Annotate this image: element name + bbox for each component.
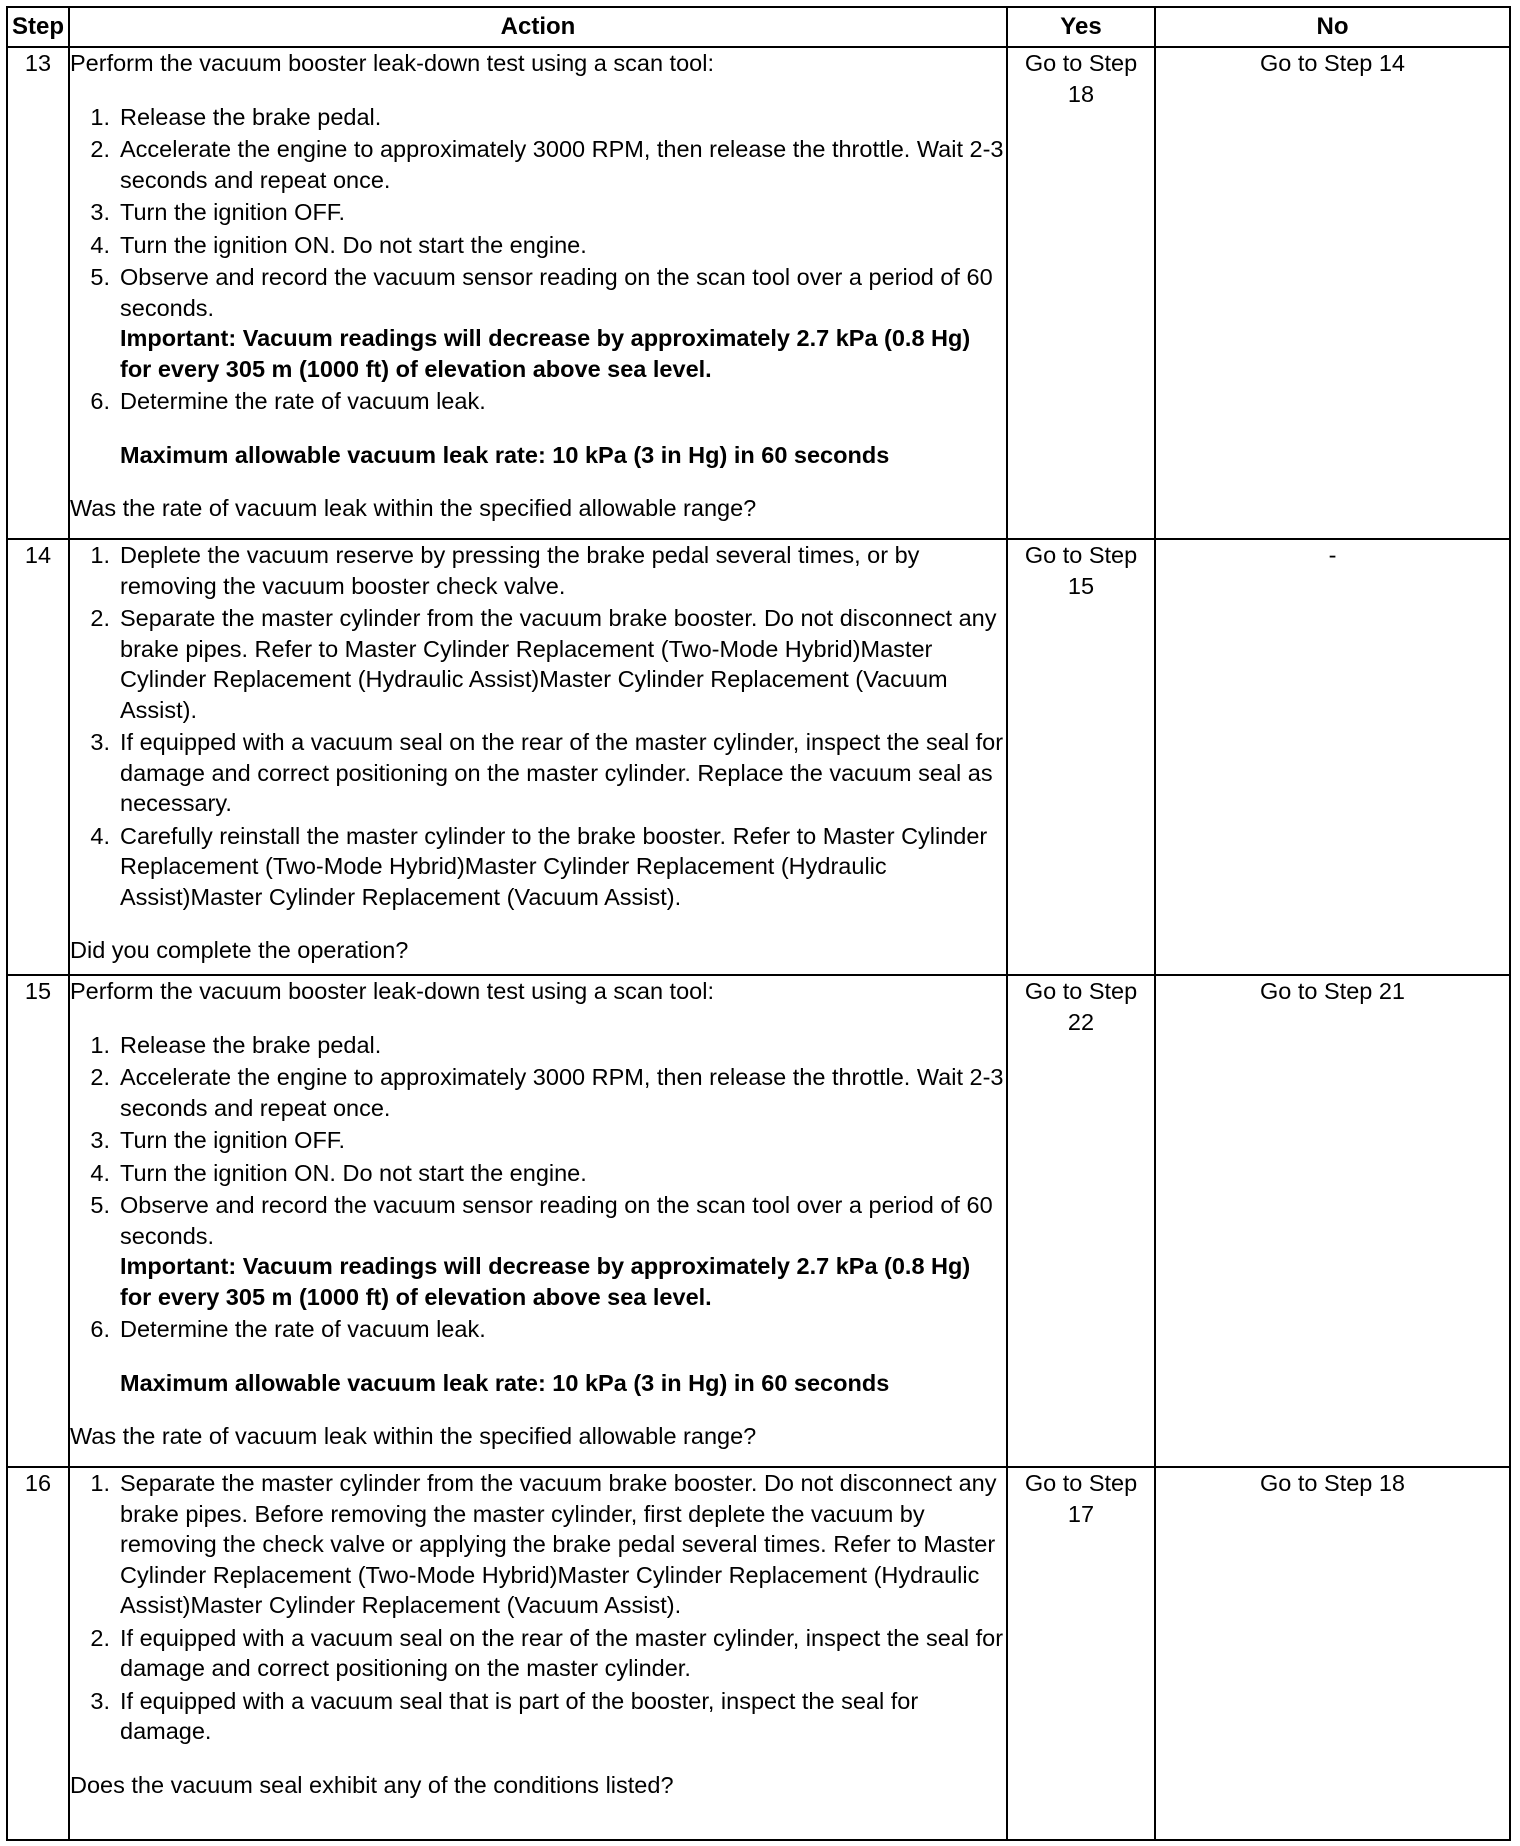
header-step: Step bbox=[7, 7, 69, 47]
procedure-item-number: 1. bbox=[90, 1031, 110, 1058]
yes-goto-step: 17 bbox=[1067, 1500, 1095, 1527]
action-cell bbox=[69, 539, 1007, 975]
procedure-item bbox=[70, 603, 1006, 725]
procedure-item-text: Observe and record the vacuum sensor reading on the scan tool over a period of 60 seconds. bbox=[120, 264, 993, 321]
procedure-item-number: 1. bbox=[90, 103, 110, 130]
procedure-item-text: Turn the ignition ON. Do not start the engine. bbox=[120, 1159, 587, 1186]
table-row bbox=[7, 975, 1510, 1467]
yes-goto-label: Go to Step bbox=[1024, 542, 1138, 568]
no-cell: Go to Step 21 bbox=[1155, 975, 1510, 1467]
procedure-item-text: Turn the ignition ON. Do not start the engine. bbox=[120, 231, 587, 258]
yes-goto-step: 15 bbox=[1067, 572, 1095, 599]
procedure-item-number: 2. bbox=[90, 1064, 110, 1090]
procedure-item bbox=[70, 262, 1006, 384]
no-cell: Go to Step 18 bbox=[1155, 1467, 1510, 1840]
diagnostic-table bbox=[6, 6, 1511, 1841]
table-row bbox=[7, 1467, 1510, 1840]
procedure-item-text: Carefully reinstall the master cylinder to the brake booster. Refer to Master Cylinder Replacement (Two-Mode Hybrid)Master Cylinder Replacement (Hydraulic Assist)Master Cylinder Replacement (Vacuum Assist). bbox=[120, 822, 988, 910]
procedure-item bbox=[70, 1623, 1006, 1684]
procedure-item bbox=[70, 102, 1006, 133]
procedure-item bbox=[70, 1190, 1006, 1312]
step-question: Did you complete the operation? bbox=[70, 937, 409, 963]
procedure-item-text: Separate the master cylinder from the vacuum brake booster. Do not disconnect any brake pipes. Refer to Master Cylinder Replacement (Two-Mode Hybrid)Master Cylinder Replacement (Hydraulic Assist)Master Cylinder Replacement (Vacuum Assist). bbox=[120, 605, 997, 723]
important-note: Important: Vacuum readings will decrease by approximately 2.7 kPa (0.8 Hg) for every 305 m (1000 ft) of elevation above sea level. bbox=[120, 325, 971, 382]
procedure-item-text: If equipped with a vacuum seal on the rear of the master cylinder, inspect the seal for damage and correct positioning on the master cylinder. Replace the vacuum seal as necessary. bbox=[120, 729, 1004, 816]
procedure-item bbox=[70, 1468, 1006, 1621]
procedure-item-number: 3. bbox=[90, 199, 110, 225]
header-yes: Yes bbox=[1007, 7, 1155, 47]
yes-goto-label: Go to Step bbox=[1024, 50, 1138, 76]
action-intro: Perform the vacuum booster leak-down test using a scan tool: bbox=[70, 978, 714, 1004]
action-intro: Perform the vacuum booster leak-down test using a scan tool: bbox=[70, 50, 714, 76]
procedure-item bbox=[70, 1125, 1006, 1156]
procedure-item bbox=[70, 197, 1006, 228]
procedure-item-text: Turn the ignition OFF. bbox=[120, 199, 346, 225]
procedure-list bbox=[70, 102, 1006, 417]
procedure-item bbox=[70, 821, 1006, 913]
yes-cell bbox=[1007, 47, 1155, 539]
action-cell bbox=[69, 975, 1007, 1467]
procedure-item-text: If equipped with a vacuum seal on the rear of the master cylinder, inspect the seal for damage and correct positioning on the master cylinder. bbox=[120, 1624, 1004, 1681]
step-question: Does the vacuum seal exhibit any of the conditions listed? bbox=[70, 1771, 674, 1798]
procedure-item bbox=[70, 1314, 1006, 1345]
procedure-item-number: 4. bbox=[90, 231, 110, 258]
procedure-item-text: Deplete the vacuum reserve by pressing the brake pedal several times, or by removing the vacuum booster check valve. bbox=[120, 542, 920, 599]
procedure-item-number: 2. bbox=[90, 605, 110, 631]
step-question: Was the rate of vacuum leak within the specified allowable range? bbox=[70, 495, 757, 521]
procedure-item-number: 3. bbox=[90, 729, 110, 755]
header-no: No bbox=[1155, 7, 1510, 47]
procedure-item-number: 1. bbox=[90, 542, 110, 568]
yes-goto-step: 18 bbox=[1067, 80, 1095, 107]
procedure-item bbox=[70, 134, 1006, 195]
procedure-item-text: If equipped with a vacuum seal that is part of the booster, inspect the seal for damage. bbox=[120, 1687, 919, 1744]
yes-goto-label: Go to Step bbox=[1024, 978, 1138, 1004]
header-row bbox=[7, 7, 1510, 47]
yes-cell bbox=[1007, 975, 1155, 1467]
procedure-item-text: Observe and record the vacuum sensor reading on the scan tool over a period of 60 seconds. bbox=[120, 1192, 993, 1249]
yes-goto-step: 22 bbox=[1067, 1008, 1095, 1035]
procedure-item bbox=[70, 1158, 1006, 1189]
max-leak-rate-spec: Maximum allowable vacuum leak rate: 10 kPa (3 in Hg) in 60 seconds bbox=[120, 441, 890, 468]
procedure-item bbox=[70, 1686, 1006, 1747]
yes-cell bbox=[1007, 1467, 1155, 1840]
step-number: 14 bbox=[7, 539, 69, 975]
header-action: Action bbox=[69, 7, 1007, 47]
procedure-item-text: Determine the rate of vacuum leak. bbox=[120, 388, 486, 414]
procedure-item-number: 6. bbox=[90, 388, 110, 414]
procedure-item bbox=[70, 386, 1006, 417]
procedure-item-text: Separate the master cylinder from the vacuum brake booster. Do not disconnect any brake pipes. Before removing the master cylinder, first deplete the vacuum by removing the check valve or applying the brake pedal several times. Refer to Master Cylinder Replacement (Two-Mode Hybrid)Master Cylinder Replacement (Hydraulic Assist)Master Cylinder Replacement (Vacuum Assist). bbox=[120, 1470, 997, 1618]
procedure-item-text: Accelerate the engine to approximately 3000 RPM, then release the throttle. Wait 2-3 seconds and repeat once. bbox=[120, 1064, 1004, 1121]
procedure-list bbox=[70, 1468, 1006, 1747]
procedure-item-number: 4. bbox=[90, 822, 110, 849]
procedure-item-number: 3. bbox=[90, 1127, 110, 1153]
yes-cell bbox=[1007, 539, 1155, 975]
procedure-item-text: Release the brake pedal. bbox=[120, 1031, 382, 1058]
action-cell bbox=[69, 47, 1007, 539]
procedure-item-number: 6. bbox=[90, 1316, 110, 1342]
action-cell bbox=[69, 1467, 1007, 1840]
procedure-list bbox=[70, 1030, 1006, 1345]
no-cell: - bbox=[1155, 539, 1510, 975]
procedure-item-text: Determine the rate of vacuum leak. bbox=[120, 1316, 486, 1342]
procedure-list bbox=[70, 540, 1006, 912]
procedure-item-text: Turn the ignition OFF. bbox=[120, 1127, 346, 1153]
step-question: Was the rate of vacuum leak within the specified allowable range? bbox=[70, 1423, 757, 1449]
procedure-item-number: 4. bbox=[90, 1159, 110, 1186]
table-row bbox=[7, 47, 1510, 539]
step-number: 15 bbox=[7, 975, 69, 1467]
procedure-item-number: 2. bbox=[90, 1624, 110, 1651]
procedure-item bbox=[70, 1030, 1006, 1061]
important-note: Important: Vacuum readings will decrease by approximately 2.7 kPa (0.8 Hg) for every 305 m (1000 ft) of elevation above sea level. bbox=[120, 1253, 971, 1310]
table-row bbox=[7, 539, 1510, 975]
procedure-item-number: 2. bbox=[90, 136, 110, 162]
step-number: 16 bbox=[7, 1467, 69, 1840]
procedure-item-text: Release the brake pedal. bbox=[120, 103, 382, 130]
procedure-item-text: Accelerate the engine to approximately 3000 RPM, then release the throttle. Wait 2-3 seconds and repeat once. bbox=[120, 136, 1004, 193]
procedure-item bbox=[70, 540, 1006, 601]
procedure-item-number: 3. bbox=[90, 1687, 110, 1714]
step-number: 13 bbox=[7, 47, 69, 539]
max-leak-rate-spec: Maximum allowable vacuum leak rate: 10 kPa (3 in Hg) in 60 seconds bbox=[120, 1369, 890, 1396]
procedure-item-number: 5. bbox=[90, 264, 110, 290]
procedure-item bbox=[70, 1062, 1006, 1123]
yes-goto-label: Go to Step bbox=[1024, 1470, 1138, 1496]
procedure-item-number: 5. bbox=[90, 1192, 110, 1218]
procedure-item-number: 1. bbox=[90, 1470, 110, 1496]
procedure-item bbox=[70, 230, 1006, 261]
procedure-item bbox=[70, 727, 1006, 819]
no-cell: Go to Step 14 bbox=[1155, 47, 1510, 539]
